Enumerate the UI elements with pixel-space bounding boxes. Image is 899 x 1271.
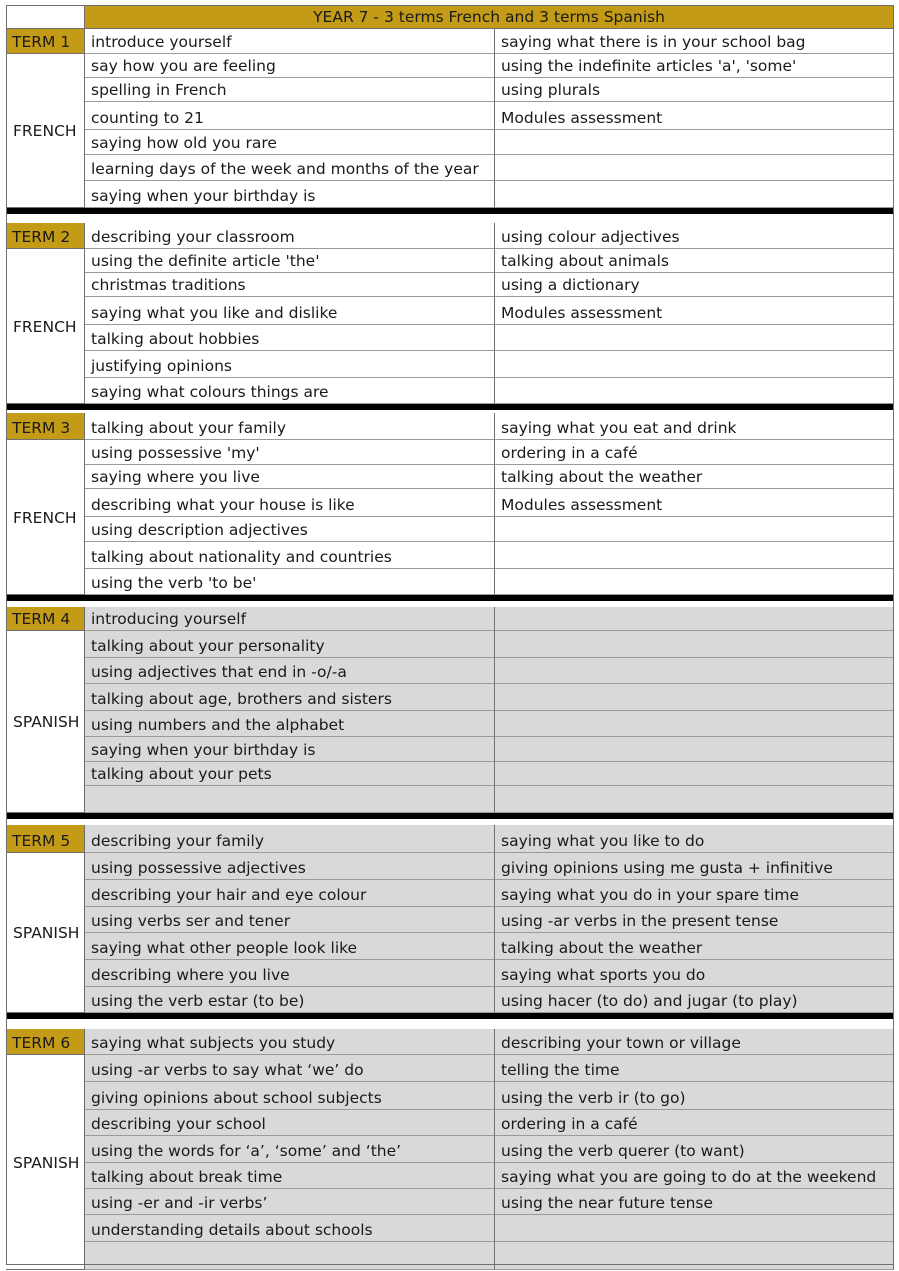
term-5-topic-right [495, 933, 894, 960]
term-3-topic-left [85, 440, 495, 465]
term-1-topic-right-text: Modules assessment [501, 108, 663, 127]
term-4-topic-right [495, 737, 894, 762]
term-1-topic-left [85, 29, 495, 54]
term-3-topic-right [495, 542, 894, 569]
table-title [85, 5, 894, 29]
term-2-topic-right-text: using a dictionary [501, 275, 640, 294]
term-2-topic-right [495, 325, 894, 351]
term-5-topic-left-text: using the verb estar (to be) [91, 991, 305, 1010]
term-1-topic-right [495, 181, 894, 208]
term-4-language: SPANISH [13, 713, 80, 731]
term-separator [6, 813, 894, 819]
term-5-topic-right-text: using -ar verbs in the present tense [501, 911, 779, 930]
term-2-topic-left [85, 378, 495, 404]
term-2-topic-left-text: describing your classroom [91, 227, 295, 246]
term-6-topic-right [495, 1215, 894, 1242]
term-6-label [6, 1029, 85, 1055]
term-1-topic-left [85, 130, 495, 155]
term-2-topic-left [85, 297, 495, 325]
term-5-topic-left [85, 907, 495, 933]
term-4-topic-left-text: using adjectives that end in -o/-a [91, 662, 347, 681]
term-separator [6, 1013, 894, 1019]
term-4-topic-left [85, 684, 495, 711]
term-1-topic-right [495, 29, 894, 54]
term-3-topic-right [495, 489, 894, 517]
term-6-topic-left-text: giving opinions about school subjects [91, 1088, 382, 1107]
term-1-topic-right [495, 54, 894, 78]
term-5-topic-left [85, 825, 495, 853]
term-1-topic-left [85, 155, 495, 181]
term-2-language: FRENCH [13, 317, 77, 336]
term-4-topic-left-text: introducing yourself [91, 609, 247, 628]
term-2-label [6, 223, 85, 249]
term-5-topic-right-text: giving opinions using me gusta + infinitive [501, 858, 833, 877]
term-2-topic-left-text: saying what you like and dislike [91, 303, 338, 322]
term-1-topic-right [495, 78, 894, 102]
term-separator [6, 404, 894, 410]
term-separator [6, 595, 894, 601]
term-3-topic-right [495, 413, 894, 440]
term-4-topic-left-text: using numbers and the alphabet [91, 715, 345, 734]
term-6-topic-left [85, 1110, 495, 1136]
term-3-topic-left-text: using the verb 'to be' [91, 573, 257, 592]
term-6-topic-right [495, 1189, 894, 1215]
term-4-topic-left [85, 737, 495, 762]
term-6-topic-left [85, 1215, 495, 1242]
term-6-topic-left-text: using -ar verbs to say what ‘we’ do [91, 1060, 364, 1079]
term-2-topic-left [85, 325, 495, 351]
term-3-label-text: TERM 3 [12, 418, 71, 437]
term-6-topic-left [85, 1242, 495, 1270]
term-1-topic-right [495, 130, 894, 155]
term-6-topic-right-text: using the verb querer (to want) [501, 1141, 745, 1160]
term-6-topic-right-text: telling the time [501, 1060, 620, 1079]
term-5-label-column [6, 825, 85, 1013]
term-3-topic-left-text: using description adjectives [91, 520, 308, 539]
term-2-topic-left-text: using the definite article 'the' [91, 251, 320, 270]
term-6-topic-right-text: using the near future tense [501, 1193, 714, 1212]
term-2-topic-right [495, 297, 894, 325]
term-5-topic-right-text: saying what you do in your spare time [501, 885, 800, 904]
term-1-topic-right-text: using the indefinite articles 'a', 'some' [501, 56, 797, 75]
term-5-topic-right [495, 960, 894, 987]
term-3-topic-left [85, 517, 495, 542]
term-3-topic-left [85, 465, 495, 489]
term-1-topic-right-text: using plurals [501, 80, 601, 99]
term-3-language: FRENCH [13, 508, 77, 527]
term-5-topic-right-text: using hacer (to do) and jugar (to play) [501, 991, 798, 1010]
term-1-topic-right [495, 102, 894, 130]
term-6-topic-left-text: understanding details about schools [91, 1220, 373, 1239]
term-5-topic-left-text: using possessive adjectives [91, 858, 306, 877]
term-5-label-text: TERM 5 [12, 831, 71, 850]
term-4-label-text: TERM 4 [12, 609, 71, 628]
term-3-label-column [6, 413, 85, 595]
term-2-topic-left [85, 223, 495, 249]
term-1-topic-left [85, 78, 495, 102]
term-4-topic-left-text: talking about your pets [91, 764, 272, 783]
term-2-topic-right-text: talking about animals [501, 251, 670, 270]
term-2-topic-left [85, 273, 495, 297]
term-5-topic-right-text: saying what you like to do [501, 831, 705, 850]
term-1-language: FRENCH [13, 122, 77, 140]
term-1-topic-left [85, 181, 495, 208]
term-6-label-text: TERM 6 [12, 1033, 71, 1052]
term-3-topic-right [495, 465, 894, 489]
term-1-topic-left-text: counting to 21 [91, 108, 204, 127]
term-5-label [6, 825, 85, 853]
term-5-topic-left [85, 880, 495, 907]
term-3-label [6, 413, 85, 440]
term-6-topic-left-text: saying what subjects you study [91, 1033, 336, 1052]
term-6-topic-right [495, 1136, 894, 1163]
term-3-topic-right [495, 440, 894, 465]
term-6-topic-right [495, 1242, 894, 1270]
term-6-topic-right-text: describing your town or village [501, 1033, 741, 1052]
term-5-topic-left-text: describing your hair and eye colour [91, 885, 367, 904]
term-4-topic-left-text: talking about your personality [91, 636, 325, 655]
term-6-label-column [6, 1029, 85, 1270]
term-2-topic-right [495, 351, 894, 378]
term-2-topic-right-text: Modules assessment [501, 303, 663, 322]
term-6-topic-left-text: using the words for ‘a’, ‘some’ and ‘the’ [91, 1141, 402, 1160]
term-4-topic-right [495, 711, 894, 737]
term-2-topic-left-text: christmas traditions [91, 275, 246, 294]
term-1-topic-left-text: saying when your birthday is [91, 186, 316, 205]
term-2-topic-left-text: justifying opinions [91, 356, 232, 375]
term-1-topic-left-text: learning days of the week and months of the year [91, 159, 479, 178]
term-3-topic-right-text: talking about the weather [501, 467, 703, 486]
term-4-topic-right [495, 658, 894, 684]
term-2-topic-left-text: saying what colours things are [91, 382, 329, 401]
term-3-topic-right-text: ordering in a café [501, 443, 638, 462]
term-5-topic-right-text: saying what sports you do [501, 965, 706, 984]
term-4-topic-right [495, 684, 894, 711]
term-4-topic-right [495, 607, 894, 631]
term-3-topic-left-text: using possessive 'my' [91, 443, 260, 462]
term-6-topic-right-text: saying what you are going to do at the weekend [501, 1167, 877, 1186]
term-4-topic-left [85, 658, 495, 684]
term-6-topic-left-text: talking about break time [91, 1167, 283, 1186]
term-3-topic-left [85, 489, 495, 517]
header-corner-cell [6, 5, 85, 29]
term-separator [6, 208, 894, 214]
term-6-topic-left-text: describing your school [91, 1114, 266, 1133]
term-6-topic-right-text: ordering in a café [501, 1114, 638, 1133]
term-3-topic-right-text: Modules assessment [501, 495, 663, 514]
term-2-topic-left [85, 249, 495, 273]
term-6-topic-left-text: using -er and -ir verbs’ [91, 1193, 268, 1212]
term-1-label-column [6, 29, 85, 208]
term-1-topic-right-text: saying what there is in your school bag [501, 32, 806, 51]
term-5-topic-left-text: describing your family [91, 831, 265, 850]
term-5-topic-right [495, 880, 894, 907]
term-5-topic-right [495, 853, 894, 880]
term-3-topic-left-text: saying where you live [91, 467, 260, 486]
term-6-topic-right [495, 1029, 894, 1055]
term-4-topic-right [495, 786, 894, 813]
term-6-language: SPANISH [13, 1153, 80, 1172]
term-4-label-column [6, 607, 85, 813]
table-title-text: YEAR 7 - 3 terms French and 3 terms Spanish [313, 7, 665, 26]
term-1-topic-left-text: say how you are feeling [91, 56, 276, 75]
term-6-topic-right [495, 1055, 894, 1082]
term-2-topic-right-text: using colour adjectives [501, 227, 680, 246]
term-1-topic-right [495, 155, 894, 181]
term-6-topic-left [85, 1055, 495, 1082]
term-6-topic-left [85, 1136, 495, 1163]
term-3-topic-right [495, 517, 894, 542]
term-1-topic-left [85, 102, 495, 130]
term-5-topic-right [495, 825, 894, 853]
term-5-topic-right [495, 987, 894, 1013]
term-4-topic-left-text: talking about age, brothers and sisters [91, 689, 392, 708]
term-5-topic-left-text: saying what other people look like [91, 938, 358, 957]
term-1-topic-left-text: spelling in French [91, 80, 227, 99]
term-5-topic-left [85, 960, 495, 987]
term-4-label [6, 607, 85, 631]
term-4-topic-left-text: saying when your birthday is [91, 740, 316, 759]
term-6-topic-right [495, 1163, 894, 1189]
term-2-label-text: TERM 2 [12, 227, 71, 246]
term-6-topic-right [495, 1110, 894, 1136]
term-3-topic-right [495, 569, 894, 595]
term-4-topic-left [85, 631, 495, 658]
term-5-topic-left [85, 987, 495, 1013]
term-5-topic-left-text: describing where you live [91, 965, 290, 984]
term-5-topic-left [85, 853, 495, 880]
term-2-topic-right [495, 273, 894, 297]
term-1-label [6, 29, 85, 54]
term-4-topic-left [85, 711, 495, 737]
term-1-label-text: TERM 1 [12, 32, 71, 51]
term-5-topic-right [495, 907, 894, 933]
term-3-topic-left-text: talking about your family [91, 418, 287, 437]
term-2-topic-right [495, 378, 894, 404]
term-3-topic-left-text: talking about nationality and countries [91, 547, 392, 566]
term-2-topic-left [85, 351, 495, 378]
term-3-topic-left [85, 569, 495, 595]
term-5-topic-left [85, 933, 495, 960]
term-1-topic-left [85, 54, 495, 78]
term-2-topic-right [495, 249, 894, 273]
term-4-topic-right [495, 762, 894, 786]
term-4-topic-left [85, 762, 495, 786]
table-body [6, 5, 894, 1265]
term-6-topic-left [85, 1082, 495, 1110]
term-3-topic-left-text: describing what your house is like [91, 495, 355, 514]
term-6-topic-left [85, 1189, 495, 1215]
term-5-topic-right-text: talking about the weather [501, 938, 703, 957]
term-6-topic-right-text: using the verb ir (to go) [501, 1088, 686, 1107]
term-4-topic-left [85, 607, 495, 631]
term-3-topic-left [85, 413, 495, 440]
term-1-topic-left-text: saying how old you rare [91, 133, 277, 152]
term-5-topic-left-text: using verbs ser and tener [91, 911, 291, 930]
term-6-topic-left [85, 1029, 495, 1055]
term-6-topic-left [85, 1163, 495, 1189]
term-6-topic-right [495, 1082, 894, 1110]
term-5-language: SPANISH [13, 924, 80, 942]
term-1-topic-left-text: introduce yourself [91, 32, 232, 51]
term-4-topic-right [495, 631, 894, 658]
term-2-label-column [6, 223, 85, 404]
term-2-topic-left-text: talking about hobbies [91, 329, 260, 348]
term-2-topic-right [495, 223, 894, 249]
term-3-topic-right-text: saying what you eat and drink [501, 418, 737, 437]
term-4-topic-left [85, 786, 495, 813]
curriculum-table [6, 5, 894, 1265]
term-3-topic-left [85, 542, 495, 569]
